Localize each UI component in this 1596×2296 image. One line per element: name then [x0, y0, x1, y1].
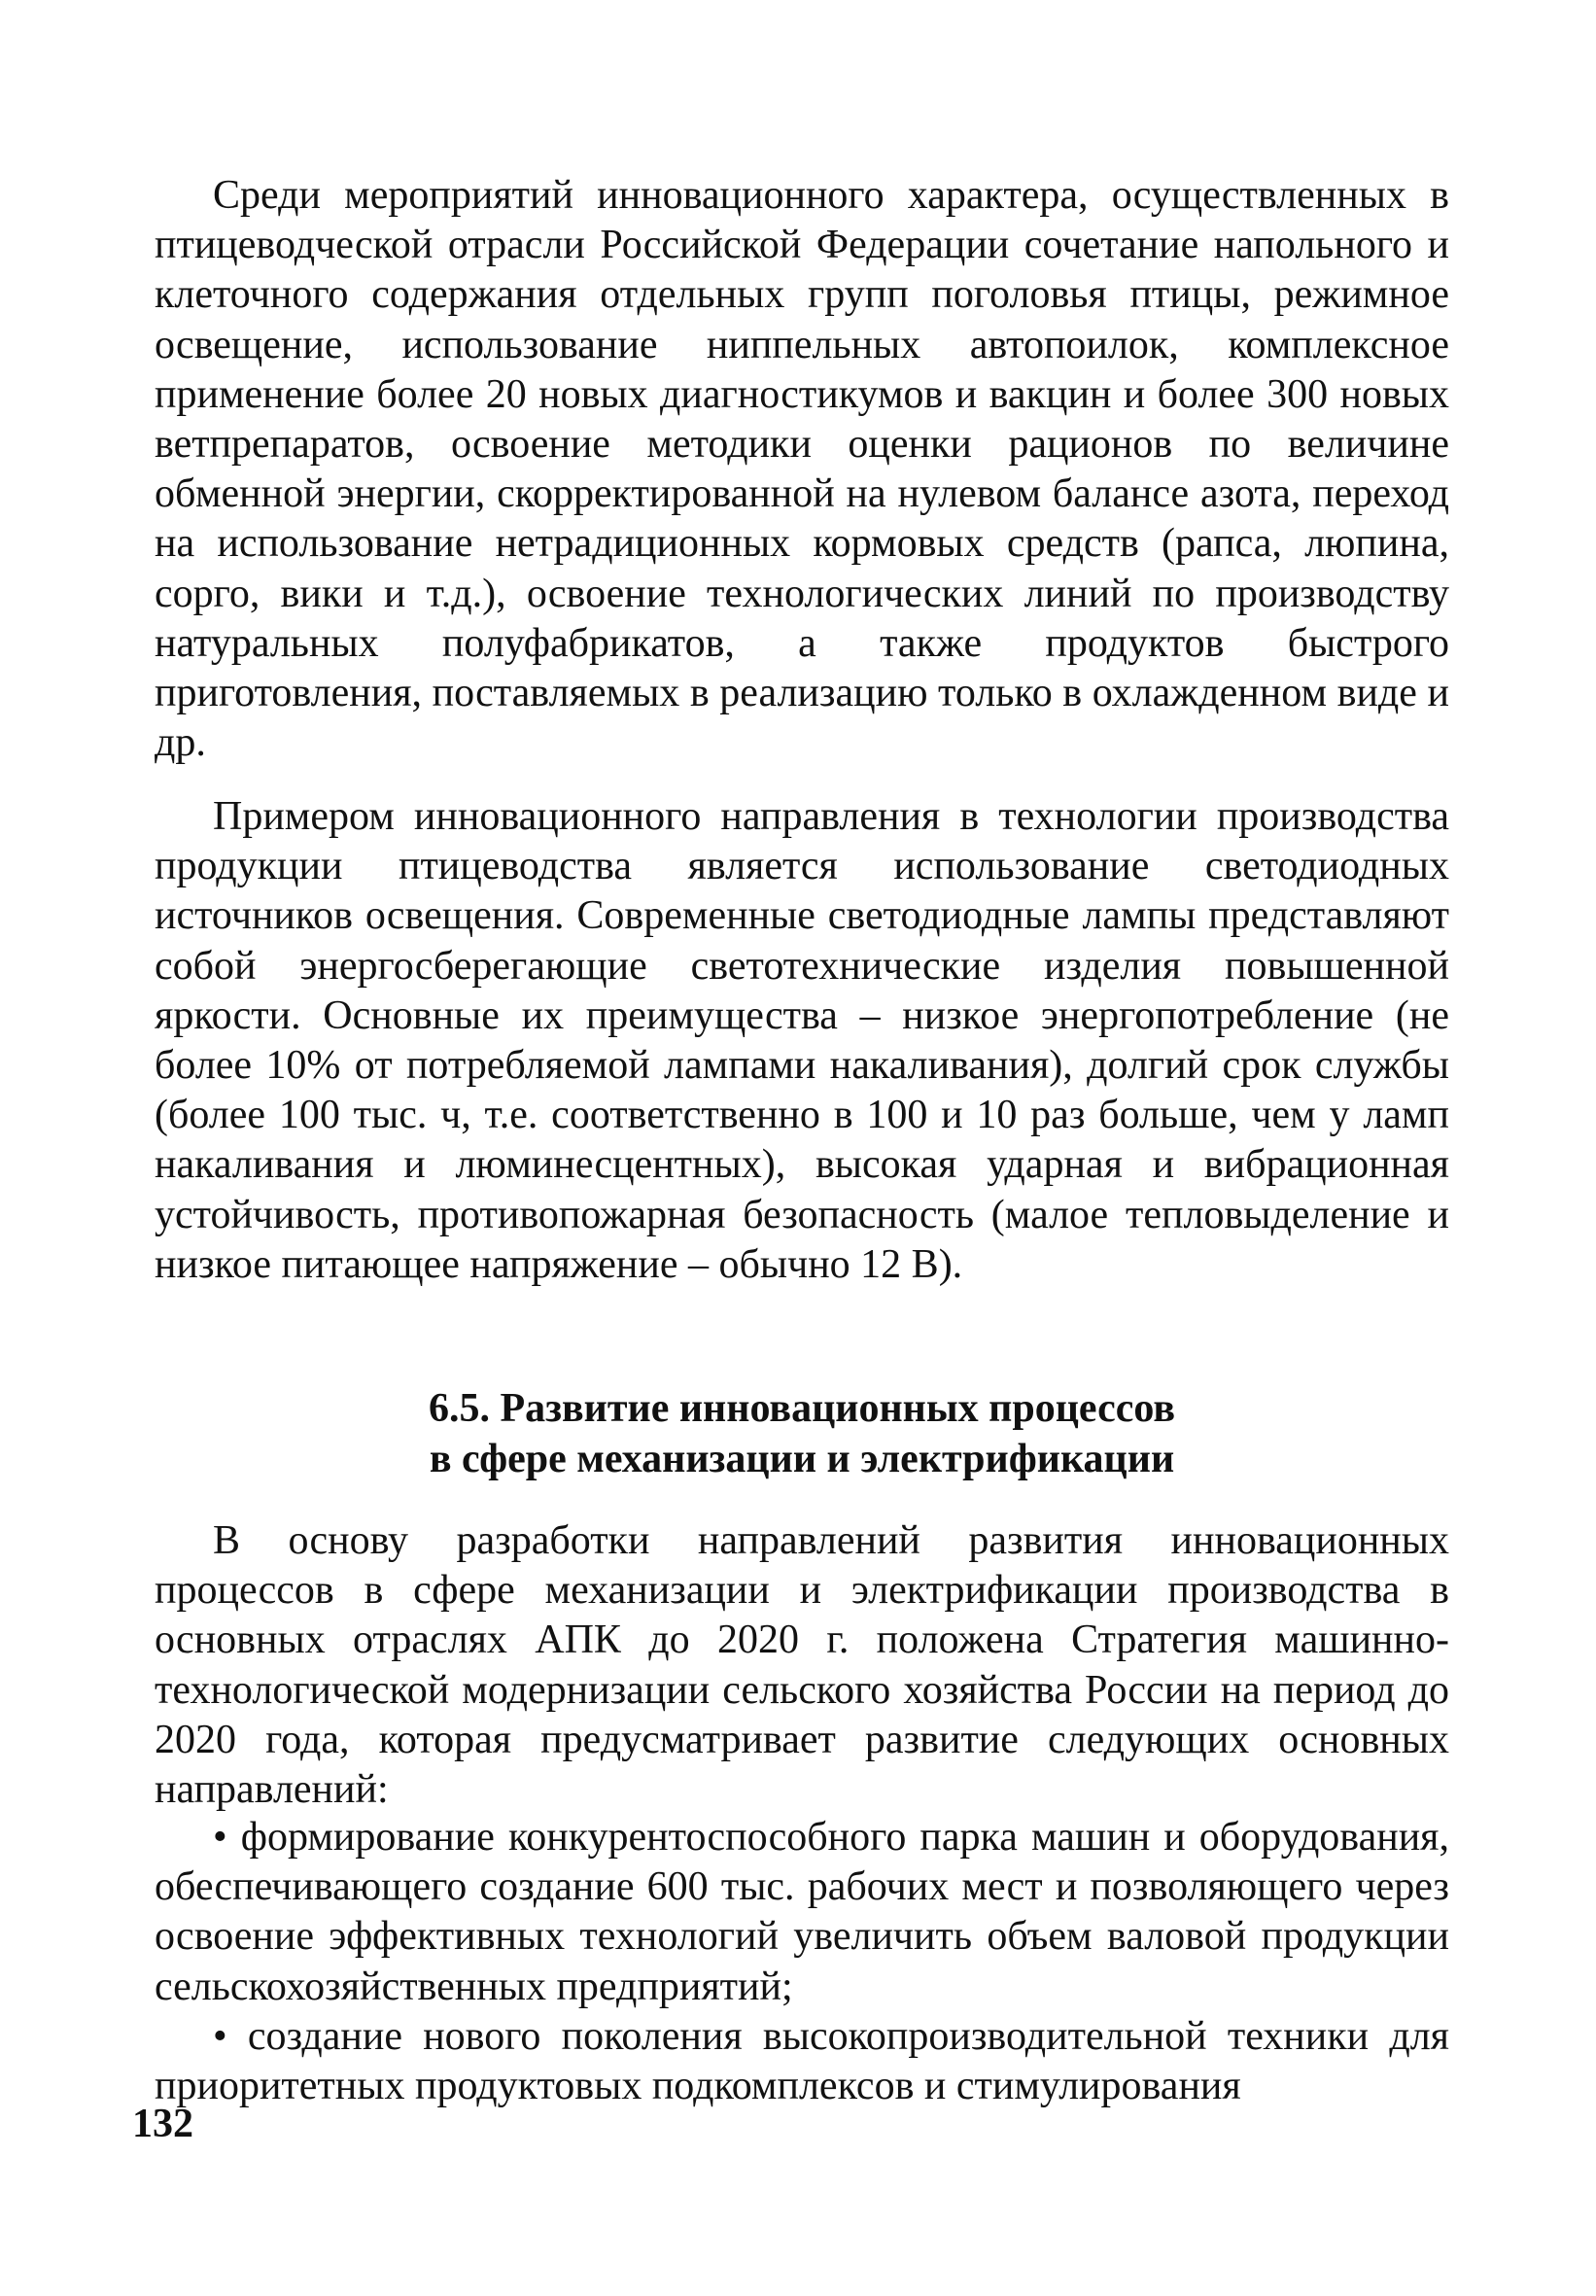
- section-heading: [155, 1383, 1449, 1484]
- paragraph-text: В основу разработки направлений развития инновационных процессов в сфере механизации и электрификации производства в основных отраслях АПК до 2020 г. положена Стратегия машинно-технологической модернизации сельского хозяйства России на период до 2020 года, которая предусматривает развитие следующих основных направлений:: [155, 1518, 1449, 1813]
- paragraph-text: Среди мероприятий инновационного характера, осуществленных в птицеводческой отрасли Российской Федерации сочетание напольного и клеточного содержания отдельных групп поголовья птицы, режимное освещение, использование ниппельных автопоилок, комплексное применение более 20 новых диагностикумов и вакцин и более 300 новых ветпрепаратов, освоение методики оценки рационов по величине обменной энергии, скорректированной на нулевом балансе азота, переход на использование нетрадиционных кормовых средств (рапса, люпина, сорго, вики и т.д.), освоение технологических линий по производству натуральных полуфабрикатов, а также продуктов быстрого приготовления, поставляемых в реализацию только в охлажденном виде и др.: [155, 173, 1449, 766]
- bullet-item-machine-park: [155, 1813, 1449, 2012]
- paragraph-strategy: [155, 1516, 1449, 1815]
- paragraph-poultry-innovations: [155, 171, 1449, 768]
- paragraph-text: Примером инновационного направления в технологии производства продукции птицеводства является использование светодиодных источников освещения. Современные светодиодные лампы представляют собой энергосберегающие светотехнические изделия повышенной яркости. Основные их преимущества – низкое энергопотребление (не более 10% от потребляемой лампами накаливания), долгий срок службы (более 100 тыс. ч, т.е. соответственно в 100 и 10 раз больше, чем у ламп накаливания и люминесцентных), высокая ударная и вибрационная устойчивость, противопожарная безопасность (малое тепловыделение и низкое питающее напряжение – обычно 12 В).: [155, 794, 1449, 1287]
- section-heading-line-1: 6.5. Развитие инновационных процессов: [428, 1386, 1176, 1431]
- bullet-item-new-equipment: [155, 2012, 1449, 2111]
- bullet-text: • создание нового поколения высокопроизводительной техники для приоритетных продуктовых подкомплексов и стимулирования: [155, 2014, 1449, 2109]
- section-heading-line-2: в сфере механизации и электрификации: [429, 1437, 1175, 1481]
- bullet-text: • формирование конкурентоспособного парка машин и оборудования, обеспечивающего создание 600 тыс. рабочих мест и позволяющего через освоение эффективных технологий увеличить объем валовой продукции сельскохозяйственных предприятий;: [155, 1815, 1449, 2009]
- paragraph-led-lighting: [155, 792, 1449, 1290]
- page-number: 132: [132, 2102, 193, 2146]
